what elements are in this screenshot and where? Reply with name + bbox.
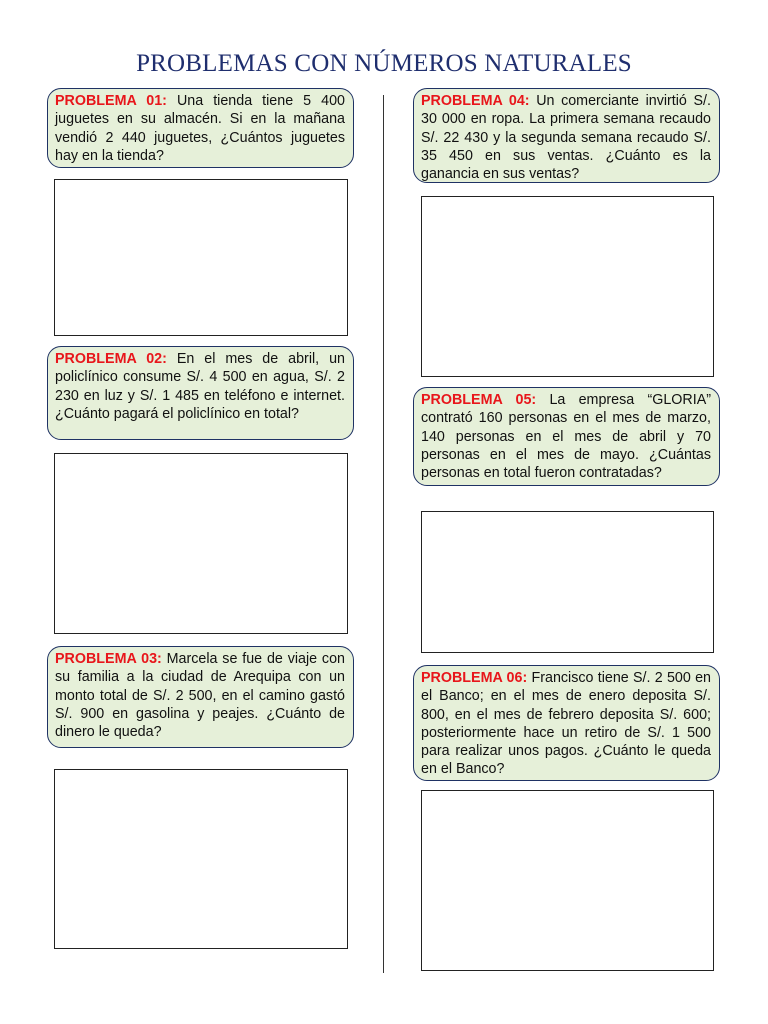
problem-label: PROBLEMA 05: bbox=[421, 392, 537, 408]
problem-01 bbox=[47, 88, 354, 168]
answer-box-01[interactable] bbox=[54, 179, 348, 336]
problem-text: Marcela se fue de viaje con su familia a la ciudad de Arequipa con un monto total de S/. 2 500, en el camino gastó S/. 900 en gasolina y peajes. ¿Cuánto de dinero le queda? bbox=[55, 651, 345, 741]
answer-box-06[interactable] bbox=[421, 790, 714, 971]
problem-02 bbox=[47, 346, 354, 440]
answer-box-05[interactable] bbox=[421, 511, 714, 653]
problem-label: PROBLEMA 04: bbox=[421, 93, 530, 109]
problem-text: Un comerciante invirtió S/. 30 000 en ropa. La primera semana recaudo S/. 22 430 y la segunda semana recaudo S/. 35 450 en sus ventas. ¿Cuánto es la ganancia en sus ventas? bbox=[421, 93, 711, 183]
problem-label: PROBLEMA 03: bbox=[55, 651, 162, 667]
problem-03 bbox=[47, 646, 354, 748]
problem-text: La empresa “GLORIA” contrató 160 personas en el mes de marzo, 140 personas en el mes de abril y 70 personas en el mes de mayo. ¿Cuántas personas en total fueron contratadas? bbox=[421, 392, 711, 482]
column-divider bbox=[383, 95, 384, 973]
problem-label: PROBLEMA 02: bbox=[55, 351, 167, 367]
problem-04 bbox=[413, 88, 720, 183]
problem-label: PROBLEMA 06: bbox=[421, 670, 528, 686]
problem-text: Una tienda tiene 5 400 juguetes en su almacén. Si en la mañana vendió 2 440 juguetes, ¿Cuántos juguetes hay en la tienda? bbox=[55, 93, 345, 164]
answer-box-04[interactable] bbox=[421, 196, 714, 377]
problem-06 bbox=[413, 665, 720, 781]
problem-05 bbox=[413, 387, 720, 486]
problem-label: PROBLEMA 01: bbox=[55, 93, 167, 109]
answer-box-02[interactable] bbox=[54, 453, 348, 634]
problem-text: En el mes de abril, un policlínico consume S/. 4 500 en agua, S/. 2 230 en luz y S/. 1 485 en teléfono e internet. ¿Cuánto pagará el policlínico en total? bbox=[55, 351, 345, 422]
page-title: PROBLEMAS CON NÚMEROS NATURALES bbox=[136, 50, 632, 77]
answer-box-03[interactable] bbox=[54, 769, 348, 949]
problem-text: Francisco tiene S/. 2 500 en el Banco; en el mes de enero deposita S/. 800, en el mes de febrero deposita S/. 600; posteriormente hace un retiro de S/. 1 500 para realizar unos pagos. ¿Cuánto le queda en el Banco? bbox=[421, 670, 711, 778]
